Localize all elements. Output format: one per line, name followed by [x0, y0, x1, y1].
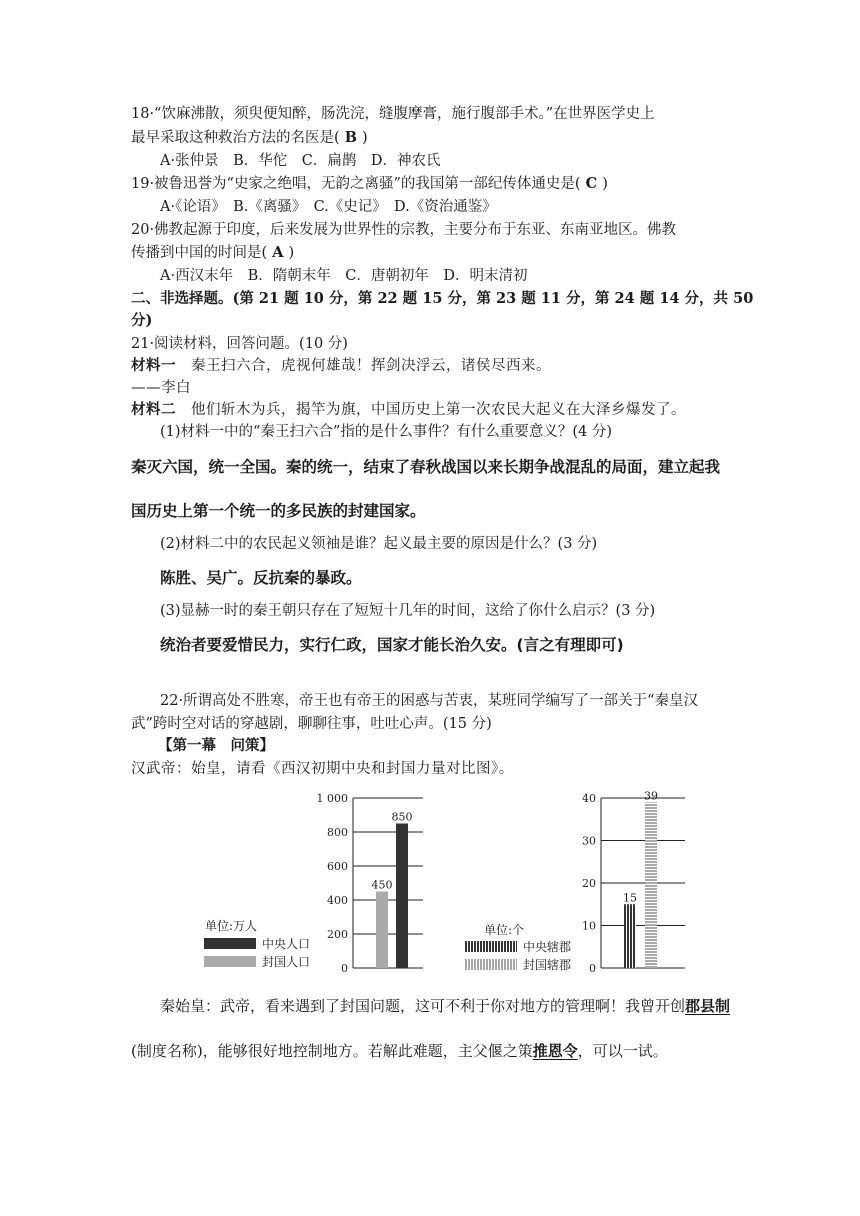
q21-part1-answer-line2: 国历史上第一个统一的多民族的封建国家。: [131, 502, 426, 520]
material2-text: 他们斩木为兵，揭竿为旗，中国历史上第一次农民大起义在大泽乡爆发了。: [176, 402, 686, 418]
answer-commandery-system: 郡县制: [685, 997, 731, 1015]
bar-中央辖郡: [624, 904, 636, 968]
q22-dialog-first-emperor-line1: [160, 996, 730, 1016]
q22-dialog-emperor-wu: 汉武帝：始皇，请看《西汉初期中央和封国力量对比图》。: [131, 761, 514, 777]
q20-stem-text: 传播到中国的时间是(: [131, 245, 268, 261]
y-tick-label: 10: [582, 919, 596, 933]
q19-options: A·《论语》 B.《离骚》 C.《史记》 D.《资治通鉴》: [160, 199, 497, 215]
material2-label: 材料二: [131, 401, 176, 418]
material1-text: 秦王扫六合，虎视何雄哉！挥剑决浮云，诸侯尽西来。: [176, 358, 551, 374]
y-tick-label: 30: [582, 834, 596, 848]
y-tick-label: 800: [327, 826, 348, 839]
dialog3-text: (制度名称)，能够很好地控制地方。若解此难题，主父偃之策: [131, 1042, 533, 1060]
bar-中央人口: [396, 824, 408, 969]
q19-stem-text: 19·被鲁迅誉为“史家之绝唱，无韵之离骚”的我国第一部纪传体通史是(: [131, 176, 581, 192]
legend-central-prefecture-label: 中央辖郡: [523, 940, 572, 954]
bar-value-label: 15: [623, 891, 637, 905]
section2-heading-line1: 二、非选择题。(第 21 题 10 分，第 22 题 15 分，第 23 题 11 分，第 24 题 14 分，共 50: [131, 290, 754, 307]
y-tick-label: 200: [327, 928, 348, 941]
q20-stem-line1: 20·佛教起源于印度，后来发展为世界性的宗教，主要分布于东亚、东南亚地区。佛教: [131, 222, 677, 238]
q18-stem-line2: [131, 128, 368, 148]
q21-material1: [131, 356, 551, 376]
q21-material2: [131, 400, 686, 420]
answer-grace-edict: 推恩令: [532, 1042, 578, 1060]
chart2-unit-label: 单位:个: [484, 923, 525, 937]
q18-stem-line1: 18·“饮麻沸散，须臾便知醉，肠洗浣，缝腹摩膏，施行腹部手术。”在世界医学史上: [131, 106, 655, 122]
q22-stem-line1: 22·所谓高处不胜寒，帝王也有帝王的困惑与苦衷，某班同学编写了一部关于“秦皇汉: [160, 693, 698, 709]
q22-dialog-first-emperor-line2: [131, 1041, 668, 1061]
chart1-unit-label: 单位:万人: [205, 919, 258, 933]
q21-part2-question: (2)材料二中的农民起义领袖是谁？起义最主要的原因是什么？(3 分): [160, 536, 598, 552]
q20-answer: A: [267, 244, 289, 261]
y-tick-label: 400: [327, 894, 348, 907]
q21-part3-question: (3)显赫一时的秦王朝只存在了短短十几年的时间，这给了你什么启示？(3 分): [160, 603, 656, 619]
y-tick-label: 0: [589, 962, 596, 975]
q20-stem-line2: [131, 243, 294, 263]
q19-stem: [131, 174, 608, 194]
q18-stem-text: 最早采取这种救治方法的名医是(: [131, 130, 340, 146]
q19-paren: ): [602, 176, 608, 192]
q21-part3-answer: 统治者要爱惜民力，实行仁政，国家才能长治久安。(言之有理即可): [160, 636, 624, 654]
q21-part2-answer: 陈胜、吴广。反抗秦的暴政。: [160, 569, 362, 587]
q18-options: A·张仲景 B．华佗 C．扁鹊 D．神农氏: [160, 153, 441, 169]
bar-value-label: 450: [371, 878, 393, 892]
material1-label: 材料一: [131, 357, 176, 374]
q21-stem: 21·阅读材料，回答问题。(10 分): [131, 336, 348, 352]
comparison-charts: [0, 780, 860, 980]
q22-stem-line2: 武”跨时空对话的穿越剧，聊聊往事，吐吐心声。(15 分): [131, 716, 492, 732]
legend-central-population-swatch: [204, 938, 256, 949]
prefecture-chart: [582, 789, 685, 975]
dialog3-end: ，可以一试。: [577, 1042, 668, 1060]
q18-answer: B: [339, 129, 363, 146]
legend-fief-population-swatch: [204, 956, 256, 967]
legend-fief-prefecture-swatch: [465, 959, 517, 970]
q19-answer: C: [580, 175, 603, 192]
bar-value-label: 850: [391, 810, 413, 824]
q21-part1-question: (1)材料一中的“秦王扫六合”指的是什么事件？有什么重要意义？(4 分): [160, 424, 613, 440]
y-tick-label: 20: [582, 877, 596, 890]
bar-封国人口: [376, 892, 388, 969]
bar-value-label: 39: [644, 789, 658, 803]
legend-fief-population-label: 封国人口: [262, 955, 311, 969]
legend-central-population-label: 中央人口: [262, 937, 311, 951]
q20-options: A·西汉末年 B．隋朝末年 C．唐朝初年 D．明末清初: [160, 268, 528, 284]
legend-central-prefecture-swatch: [465, 941, 517, 952]
bar-封国辖郡: [645, 802, 657, 968]
q22-act-title: 【第一幕 问策】: [158, 737, 274, 754]
q20-paren: ): [288, 245, 295, 261]
q21-part1-answer-line1: 秦灭六国，统一全国。秦的统一，结束了春秋战国以来长期争战混乱的局面，建立起我: [131, 458, 721, 476]
y-tick-label: 40: [582, 792, 596, 805]
population-chart: [317, 792, 424, 975]
y-tick-label: 0: [341, 962, 348, 975]
dialog2-text: 秦始皇：武帝，看来遇到了封国问题，这可不利于你对地方的管理啊！我曾开创: [160, 997, 686, 1015]
legend-fief-prefecture-label: 封国辖郡: [523, 958, 572, 972]
y-tick-label: 600: [327, 860, 348, 873]
q18-paren: ): [362, 130, 368, 146]
q21-material1-author: ——李白: [131, 380, 191, 396]
section2-heading-line2: 分): [131, 312, 153, 329]
y-tick-label: 1 000: [316, 792, 348, 805]
